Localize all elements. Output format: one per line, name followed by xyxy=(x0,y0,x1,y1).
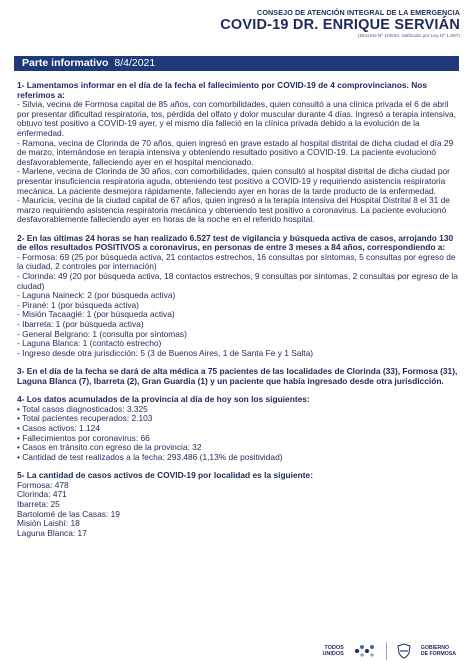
gobierno-formosa-text xyxy=(421,645,456,657)
section-line: - Formosa: 69 (25 por búsqueda activa, 21 contactos estrechos, 16 consultas por síntomas, 5 consultas por egreso de la ciudad, 2 controles por internación) xyxy=(17,251,456,272)
decree-note: (Decreto Nº 100/20, ratificado por Ley Nº 1.697) xyxy=(358,34,460,39)
todos-unidos-dots-icon xyxy=(354,643,376,659)
banner-label: Parte informativo xyxy=(22,57,109,69)
section-heading: 4- Los datos acumulados de la provincia al día de hoy son los siguientes: xyxy=(17,394,310,405)
unidos-line: UNIDOS xyxy=(322,651,344,657)
section-line: • Fallecimientos por coronavirus: 66 xyxy=(17,432,150,443)
report-section-3 xyxy=(17,367,460,386)
section-line: Clorinda: 471 xyxy=(17,489,67,500)
report-content xyxy=(17,81,460,547)
section-line: • Casos en tránsito con egreso de la provincia: 32 xyxy=(17,442,202,453)
report-section-5 xyxy=(17,471,460,538)
section-line: - General Belgrano: 1 (consulta por síntomas) xyxy=(17,328,187,339)
document-header xyxy=(160,8,460,40)
section-line: - Laguna Naineck: 2 (por búsqueda activa) xyxy=(17,290,176,301)
section-heading: 2- En las últimas 24 horas se han realizado 6.527 test de vigilancia y búsqueda activa de casos, arrojando 130 de ellos resultados POSITIVOS a coronavirus, en personas de entre 3 meses a 84 años, correspondiendo a: xyxy=(17,232,454,253)
section-line: Laguna Blanca: 17 xyxy=(17,527,87,538)
section-line: - Ibarreta: 1 (por búsqueda activa) xyxy=(17,319,144,330)
section-heading: 3- En el día de la fecha se dará de alta médica a 75 pacientes de las localidades de Clorinda (33), Formosa (31), Laguna Blanca (7), Ibarreta (2), Gran Guardia (1) y un paciente que había ingresado desde otra jurisdicción. xyxy=(17,366,458,386)
section-line: - Silvia, vecina de Formosa capital de 85 años, con comorbilidades, quien consultó a una clínica privada el 6 de abril por presentar dificultad respiratoria, tos, pérdida del olfato y dolor muscular durante 4 días. Ingresó a terapia intensiva, obtuvo test positivo a COVID-19 ayer, y el mismo día falleció en la clínica privada debido a la evolución de la enfermedad. xyxy=(17,99,457,138)
report-banner xyxy=(14,56,459,71)
section-line: Ibarreta: 25 xyxy=(17,498,60,509)
section-line: - Ingreso desde otra jurisdicción: 5 (3 de Buenos Aires, 1 de Santa Fe y 1 Salta) xyxy=(17,347,314,358)
section-line: - Laguna Blanca: 1 (contacto estrecho) xyxy=(17,338,162,349)
footer-separator xyxy=(386,642,387,660)
province-crest-icon xyxy=(397,643,411,659)
section-line: • Total casos diagnosticados: 3.325 xyxy=(17,403,148,414)
report-section-2 xyxy=(17,234,460,359)
todos-unidos-text xyxy=(322,645,343,657)
section-line: • Total pacientes recuperados: 2.103 xyxy=(17,413,153,424)
section-line: - Ramona, vecina de Clorinda de 70 años, quien ingresó en grave estado al hospital distrital de dicha ciudad el día 29 de marzo, internándose en terapia intensiva y obteniendo resultado positivo a COVID-19. La paciente evolucionó desfavorablemente, falleciendo ayer en el hospital mencionado. xyxy=(17,137,454,167)
section-line: - Clorinda: 49 (20 por búsqueda activa, 18 contactos estrechos, 9 consultas por síntomas, 2 consultas por egreso de la ciudad) xyxy=(17,271,458,291)
section-line: Formosa: 478 xyxy=(17,479,69,490)
section-line: - Misión Tacaaglé: 1 (por búsqueda activa) xyxy=(17,309,175,320)
section-heading: 1- Lamentamos informar en el día de la fecha el fallecimiento por COVID-19 de 4 comprovincianos. Nos referimos a: xyxy=(17,80,428,100)
todos-line: TODOS xyxy=(324,645,344,651)
section-line: • Casos activos: 1.124 xyxy=(17,422,101,433)
council-name: CONSEJO DE ATENCIÓN INTEGRAL DE LA EMERGENCIA xyxy=(257,8,460,17)
de-formosa-line: DE FORMOSA xyxy=(420,651,456,657)
section-line: Misión Laishí: 18 xyxy=(17,518,80,529)
header-title: COVID-19 DR. ENRIQUE SERVIÁN xyxy=(220,17,460,33)
section-line: Bartolomé de las Casas: 19 xyxy=(17,508,120,519)
document-footer xyxy=(322,642,456,660)
section-line: • Cantidad de test realizados a la fecha: 293.486 (1,13% de positividad) xyxy=(17,451,283,462)
report-section-1 xyxy=(17,81,460,225)
banner-date: 8/4/2021 xyxy=(114,57,156,69)
section-line: - Pirané: 1 (por búsqueda activa) xyxy=(17,299,139,310)
section-line: - Mauricia, vecina de la ciudad capital de 67 años, quien ingresó a la terapia intensiva del Hospital Distrital 8 el 31 de marzo requiriendo asistencia respiratoria mecánica y obteniendo test positivo a coronavirus. La paciente evolucionó desfavorablemente falleciendo ayer en horas de la noche en el referido hospital. xyxy=(17,195,450,225)
section-line: - Marlene, vecina de Clorinda de 30 años, con comorbilidades, quien consultó al hospital distrital de dicha ciudad por presentar insuficiencia respiratoria aguda, obteniendo test positivo a COVID-19 y requiriendo asistencia respiratoria mecánica. La paciente desmejora rápidamente, falleciendo ayer en horas de la tarde producto de la enfermedad. xyxy=(17,166,450,196)
gobierno-line: GOBIERNO xyxy=(420,645,450,651)
section-heading: 5- La cantidad de casos activos de COVID-19 por localidad es la siguiente: xyxy=(17,470,314,481)
report-section-4 xyxy=(17,395,460,462)
